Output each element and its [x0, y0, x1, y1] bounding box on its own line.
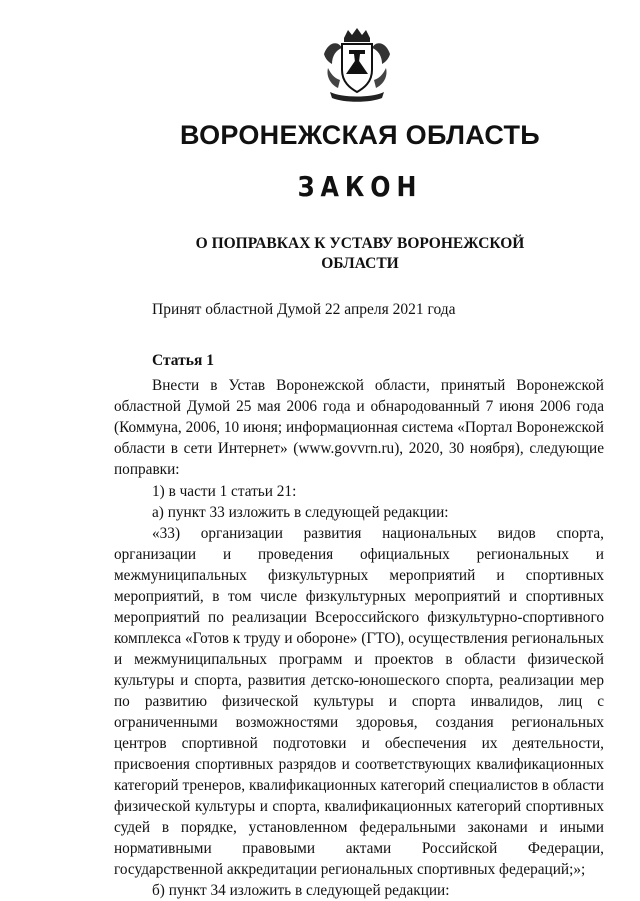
adoption-date: Принят областной Думой 22 апреля 2021 года — [152, 301, 456, 318]
law-title — [150, 234, 570, 274]
law-title-line-2: ОБЛАСТИ — [321, 255, 399, 272]
intro-paragraph: Внести в Устав Воронежской области, принятый Воронежской областной Думой 25 мая 2006 года и обнародованный 7 июня 2006 года (Коммуна, 2006, 10 июня; информационная система «Портал Воронежской области в сети Интернет» (www.govvrn.ru), 2020, 30 ноября), следующие поправки: — [114, 377, 604, 478]
amendment-item-1a-text: «33) организации развития национальных видов спорта, организации и проведения официальных региональных и межмуниципальных физкультурных мероприятий и спортивных мероприятий, в том числе физкультурных мероприятий и спортивных мероприятий по реализации Всероссийского физкультурно-спортивного комплекса «Готов к труду и обороне» (ГТО), осуществления региональных и межмуниципальных программ и проектов в области физической культуры и спорта, развития детско-юношеского спорта, реализации мер по развитию физической культуры и спорта инвалидов, лиц с ограниченными возможностями здоровья, создания региональных центров спортивной подготовки и обеспечения их деятельности, присвоения спортивных разрядов и соответствующих квалификационных категорий тренеров, квалификационных категорий специалистов в области физической культуры и спорта, квалификационных категорий спортивных судей в порядке, установленном федеральными законами и иными нормативными правовыми актами Российской Федерации, государственной аккредитации региональных спортивных федераций;»; — [114, 525, 604, 878]
amendments-list — [114, 481, 604, 901]
amendment-item-1a: а) пункт 33 изложить в следующей редакции: — [152, 504, 449, 521]
coat-of-arms-icon — [316, 24, 398, 106]
document-type: ЗАКОН — [297, 170, 423, 203]
amendment-item-1: 1) в части 1 статьи 21: — [152, 483, 297, 500]
law-title-line-1: О ПОПРАВКАХ К УСТАВУ ВОРОНЕЖСКОЙ — [195, 235, 525, 252]
article-heading: Статья 1 — [152, 352, 214, 369]
region-title: ВОРОНЕЖСКАЯ ОБЛАСТЬ — [179, 120, 541, 150]
article-intro — [114, 375, 604, 480]
amendment-item-1b: б) пункт 34 изложить в следующей редакции: — [152, 882, 450, 899]
